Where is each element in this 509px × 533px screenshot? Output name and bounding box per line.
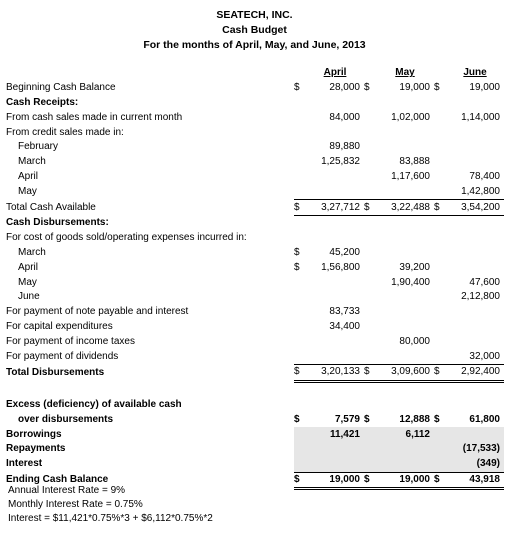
june-value: 2,12,800: [461, 291, 500, 303]
june-value: 3,54,200: [446, 200, 504, 216]
company-name: SEATECH, INC.: [216, 9, 293, 21]
credit-may-row: [6, 184, 504, 199]
credit-apr-row: [6, 170, 504, 185]
june-value: 78,400: [469, 170, 500, 182]
disb-may-row: [6, 275, 504, 290]
cash-sales-row: [6, 110, 504, 125]
june-value: 2,92,400: [446, 364, 504, 381]
cash-budget-table: [6, 66, 504, 490]
row-label: over disbursements: [18, 413, 114, 425]
excess-heading-row: [6, 398, 504, 413]
borrowings-row: [6, 427, 504, 442]
june-value: 43,918: [446, 472, 504, 489]
row-label: Total Disbursements: [6, 366, 105, 378]
row-label: April: [18, 261, 39, 273]
april-value: 19,000: [306, 472, 364, 489]
may-value: 39,200: [399, 261, 430, 273]
repayments-row: [6, 442, 504, 457]
currency-symbol: $: [294, 413, 300, 425]
currency-symbol: $: [364, 364, 376, 381]
disb-mar-row: [6, 246, 504, 261]
credit-mar-row: [6, 155, 504, 170]
april-value: 3,20,133: [306, 364, 364, 381]
row-label: For payment of income taxes: [6, 335, 135, 347]
row-label: Excess (deficiency) of available cash: [6, 398, 182, 410]
row-label: May: [18, 186, 37, 198]
row-label: April: [18, 170, 39, 182]
cash-receipts-heading-row: [6, 96, 504, 111]
row-label: March: [18, 156, 46, 168]
currency-symbol: $: [294, 82, 300, 94]
currency-symbol: $: [294, 472, 306, 489]
currency-symbol: $: [434, 364, 446, 381]
total-disbursements-row: [6, 364, 504, 381]
row-label: From credit sales made in:: [6, 126, 124, 138]
may-value: 3,09,600: [376, 364, 434, 381]
currency-symbol: $: [434, 82, 440, 94]
capex-row: [6, 320, 504, 335]
note-payable-row: [6, 305, 504, 320]
note-interest-formula: Interest = $11,421*0.75%*3 + $6,112*0.75%*2: [8, 513, 213, 524]
disb-jun-row: [6, 290, 504, 305]
currency-symbol: $: [434, 200, 446, 216]
report-period: For the months of April, May, and June, 2013: [143, 39, 366, 51]
may-value: 19,000: [399, 82, 430, 94]
currency-symbol: $: [434, 472, 446, 489]
currency-symbol: $: [364, 82, 370, 94]
april-value: 34,400: [329, 320, 360, 332]
june-value: 19,000: [469, 82, 500, 94]
may-value: 83,888: [399, 156, 430, 168]
april-value: 11,421: [306, 427, 364, 442]
col-may-header: May: [395, 67, 415, 79]
interest-notes: [8, 484, 213, 526]
col-april-header: April: [323, 67, 347, 79]
currency-symbol: $: [364, 472, 376, 489]
may-value: 19,000: [376, 472, 434, 489]
april-value: 83,733: [329, 306, 360, 318]
may-value: 6,112: [376, 427, 434, 442]
section-heading: Cash Receipts:: [6, 96, 79, 108]
section-heading: Cash Disbursements:: [6, 217, 109, 229]
may-value: 3,22,488: [376, 200, 434, 216]
may-value: 1,02,000: [391, 111, 430, 123]
april-value: 84,000: [329, 111, 360, 123]
row-label: Beginning Cash Balance: [6, 82, 116, 94]
row-label: Total Cash Available: [6, 201, 96, 213]
row-label: For capital expenditures: [6, 320, 113, 332]
disb-apr-row: [6, 260, 504, 275]
disbursements-heading-row: [6, 215, 504, 230]
currency-symbol: $: [294, 246, 300, 258]
june-value: 47,600: [469, 276, 500, 288]
june-value: (349): [446, 457, 504, 472]
row-label: June: [18, 291, 40, 303]
report-title: Cash Budget: [222, 24, 287, 36]
row-label: February: [18, 141, 59, 153]
credit-feb-row: [6, 140, 504, 155]
may-value: 1,17,600: [391, 170, 430, 182]
june-value: 1,14,000: [461, 111, 500, 123]
may-value: 1,90,400: [391, 276, 430, 288]
april-value: 89,880: [329, 141, 360, 153]
april-value: 28,000: [329, 82, 360, 94]
note-annual-rate: Annual Interest Rate = 9%: [8, 485, 126, 496]
may-value: 80,000: [399, 335, 430, 347]
excess-row: [6, 412, 504, 427]
april-value: 1,56,800: [321, 261, 360, 273]
april-value: 1,25,832: [321, 156, 360, 168]
row-label: Interest: [6, 458, 43, 470]
row-label: May: [18, 276, 37, 288]
total-available-row: [6, 200, 504, 216]
row-label: Repayments: [6, 443, 66, 455]
credit-sales-heading-row: [6, 125, 504, 140]
june-value: 1,42,800: [461, 185, 500, 197]
row-label: From cash sales made in current month: [6, 111, 183, 123]
column-header-row: [6, 66, 504, 81]
currency-symbol: $: [434, 413, 440, 425]
june-value: 61,800: [469, 413, 500, 425]
april-value: 7,579: [334, 413, 360, 425]
col-june-header: June: [463, 67, 487, 79]
currency-symbol: $: [364, 200, 376, 216]
cogs-heading-row: [6, 231, 504, 246]
currency-symbol: $: [294, 200, 306, 216]
currency-symbol: $: [294, 364, 306, 381]
june-value: (17,533): [446, 442, 504, 457]
currency-symbol: $: [364, 413, 370, 425]
dividends-row: [6, 349, 504, 364]
interest-row: [6, 457, 504, 472]
row-label: For payment of dividends: [6, 350, 119, 362]
april-value: 45,200: [329, 246, 360, 258]
row-label: For payment of note payable and interest: [6, 306, 189, 318]
april-value: 3,27,712: [306, 200, 364, 216]
june-value: 32,000: [469, 350, 500, 362]
row-label: Ending Cash Balance: [6, 474, 109, 486]
row-label: Borrowings: [6, 428, 62, 440]
currency-symbol: $: [294, 261, 300, 273]
row-label: March: [18, 246, 46, 258]
note-monthly-rate: Monthly Interest Rate = 0.75%: [8, 499, 143, 510]
taxes-row: [6, 334, 504, 349]
beginning-balance-row: [6, 81, 504, 96]
row-label: For cost of goods sold/operating expenses incurred in:: [6, 232, 247, 244]
may-value: 12,888: [399, 413, 430, 425]
